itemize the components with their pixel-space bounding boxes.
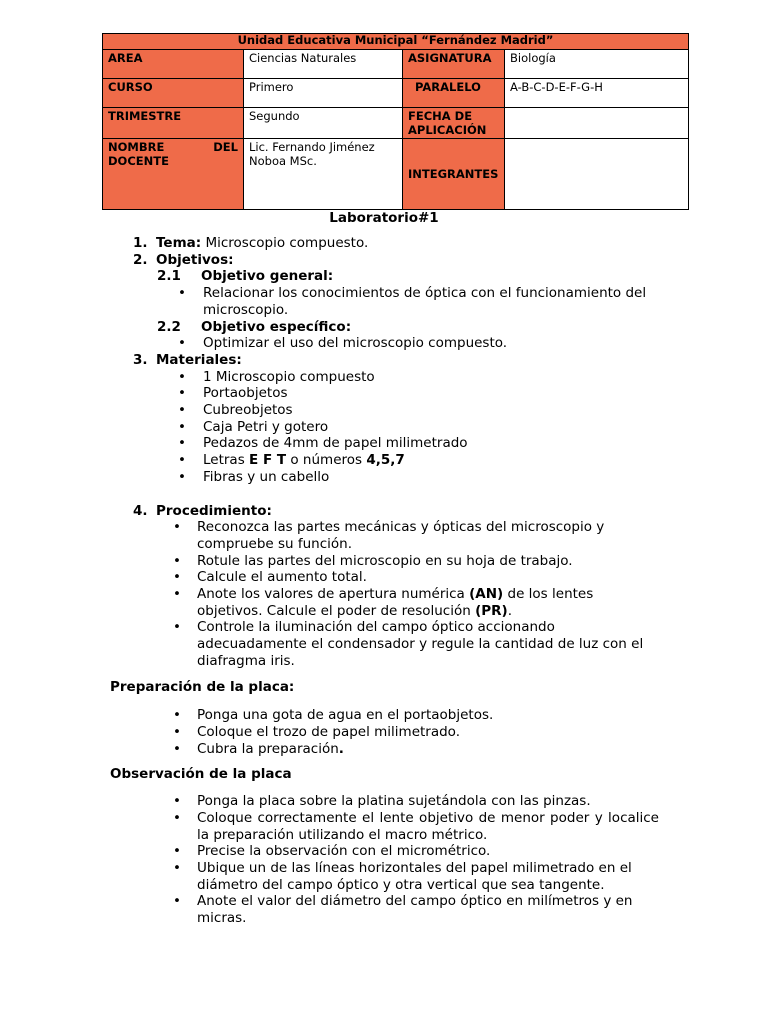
bullet-icon: • bbox=[173, 893, 181, 910]
docente-label bbox=[103, 139, 244, 210]
bullet-icon: • bbox=[173, 619, 181, 636]
procedimiento-number: 4. bbox=[133, 502, 148, 519]
bullet-icon: • bbox=[173, 569, 181, 586]
preparacion-heading: Preparación de la placa: bbox=[110, 678, 295, 695]
material-text: Fibras y un cabello bbox=[203, 468, 330, 485]
preparacion-text: Cubra la preparación bbox=[197, 740, 339, 757]
asignatura-label: ASIGNATURA bbox=[403, 50, 505, 79]
bullet-icon: • bbox=[178, 402, 186, 419]
school-name: Unidad Educativa Municipal “Fernández Madrid” bbox=[103, 34, 689, 50]
material-text: Portaobjetos bbox=[203, 385, 288, 402]
integrantes-label: INTEGRANTES bbox=[403, 139, 505, 210]
docente-label-b: DEL bbox=[213, 140, 238, 154]
objetivo-especifico-heading bbox=[0, 319, 768, 336]
objetivo-especifico-text: Optimizar el uso del microscopio compuesto. bbox=[203, 335, 508, 352]
curso-label: CURSO bbox=[103, 79, 244, 108]
material-text: Cubreobjetos bbox=[203, 402, 293, 419]
list-item bbox=[0, 893, 659, 926]
trimestre-label: TRIMESTRE bbox=[103, 108, 244, 139]
list-item bbox=[0, 435, 653, 452]
observacion-heading: Observación de la placa bbox=[110, 766, 292, 783]
observacion-text: Coloque correctamente el lente objetivo de menor poder y localice la preparación utilizando el macro métrico. bbox=[197, 809, 659, 843]
bullet-icon: • bbox=[173, 859, 181, 876]
fecha-value bbox=[505, 108, 689, 139]
material-text: Caja Petri y gotero bbox=[203, 418, 329, 435]
list-item bbox=[0, 452, 653, 469]
list-item bbox=[0, 619, 659, 669]
list-item bbox=[0, 569, 659, 586]
list-item bbox=[0, 724, 659, 741]
area-label: AREA bbox=[103, 50, 244, 79]
objetivo-general-number: 2.1 bbox=[157, 268, 181, 285]
objetivo-especifico-label: Objetivo específico: bbox=[201, 318, 352, 335]
fecha-label: FECHA DE APLICACIÓN bbox=[403, 108, 505, 139]
anote-an: (AN) bbox=[469, 586, 504, 603]
bullet-icon: • bbox=[173, 552, 181, 569]
list-item bbox=[0, 385, 653, 402]
objetivos-label: Objetivos: bbox=[156, 251, 234, 268]
lab-title: Laboratorio#1 bbox=[329, 210, 439, 226]
bullet-icon: • bbox=[178, 285, 186, 302]
procedimiento-text: Reconozca las partes mecánicas y ópticas del microscopio y compruebe su función. bbox=[197, 519, 605, 552]
objetivo-especifico-item bbox=[0, 335, 653, 352]
anote-t3: . bbox=[507, 602, 513, 619]
procedimiento-text: Rotule las partes del microscopio en su hoja de trabajo. bbox=[197, 552, 573, 569]
objetivos-number: 2. bbox=[133, 251, 148, 268]
bullet-icon: • bbox=[178, 452, 186, 469]
tema-item bbox=[0, 235, 768, 252]
letras-pre: Letras bbox=[203, 452, 250, 469]
objetivo-general-label: Objetivo general: bbox=[201, 268, 334, 285]
objetivos-item bbox=[0, 252, 768, 269]
observacion-text: Ubique un de las líneas horizontales del papel milimetrado en el diámetro del campo óptico y otra vertical que sea tangente. bbox=[197, 859, 632, 893]
procedimiento-label: Procedimiento: bbox=[156, 502, 272, 519]
trimestre-value: Segundo bbox=[244, 108, 403, 139]
bullet-icon: • bbox=[173, 809, 181, 826]
anote-t1: Anote los valores de apertura numérica bbox=[197, 586, 470, 603]
area-value: Ciencias Naturales bbox=[244, 50, 403, 79]
observacion-text: Precise la observación con el micrométrico. bbox=[197, 843, 491, 860]
bullet-icon: • bbox=[173, 793, 181, 810]
observacion-text: Anote el valor del diámetro del campo óptico en milímetros y en micras. bbox=[197, 893, 633, 927]
letras-letters: E F T bbox=[249, 452, 287, 469]
docente-label-c: DOCENTE bbox=[108, 154, 169, 168]
material-text: 1 Microscopio compuesto bbox=[203, 368, 375, 385]
list-item bbox=[0, 519, 659, 552]
document-body bbox=[0, 235, 768, 927]
objetivo-general-heading bbox=[0, 268, 768, 285]
list-item bbox=[0, 469, 653, 486]
tema-number: 1. bbox=[133, 235, 148, 251]
preparacion-text: Coloque el trozo de papel milimetrado. bbox=[197, 723, 460, 740]
docente-label-a: NOMBRE bbox=[108, 140, 165, 154]
list-item bbox=[0, 402, 653, 419]
paralelo-label: PARALELO bbox=[403, 79, 505, 108]
list-item bbox=[0, 741, 659, 758]
list-item bbox=[0, 553, 659, 570]
list-item bbox=[0, 419, 653, 436]
paralelo-value: A-B-C-D-E-F-G-H bbox=[505, 79, 689, 108]
list-item bbox=[0, 860, 659, 893]
materiales-item bbox=[0, 352, 768, 369]
bullet-icon: • bbox=[173, 723, 181, 740]
objetivo-especifico-number: 2.2 bbox=[157, 318, 181, 335]
tema-text: Microscopio compuesto. bbox=[201, 235, 369, 251]
letras-numbers: 4,5,7 bbox=[366, 452, 405, 469]
asignatura-value: Biología bbox=[505, 50, 689, 79]
bullet-icon: • bbox=[178, 335, 186, 352]
bullet-icon: • bbox=[178, 385, 186, 402]
observacion-text: Ponga la placa sobre la platina sujetándola con las pinzas. bbox=[197, 793, 591, 810]
list-item bbox=[0, 793, 659, 810]
docente-value: Lic. Fernando Jiménez Noboa MSc. bbox=[244, 139, 403, 210]
bullet-icon: • bbox=[178, 418, 186, 435]
tema-label: Tema: bbox=[156, 235, 202, 251]
materiales-number: 3. bbox=[133, 351, 148, 368]
list-item bbox=[0, 586, 659, 619]
anote-t2: de los lentes objetivos. Calcule el poder de resolución bbox=[197, 586, 594, 619]
list-item bbox=[0, 810, 659, 843]
bullet-icon: • bbox=[178, 468, 186, 485]
letras-mid: o números bbox=[286, 452, 367, 469]
list-item bbox=[0, 707, 659, 724]
bullet-icon: • bbox=[173, 740, 181, 757]
procedimiento-text: Calcule el aumento total. bbox=[197, 569, 367, 586]
bullet-icon: • bbox=[173, 519, 181, 536]
preparacion-text: Ponga una gota de agua en el portaobjetos. bbox=[197, 707, 494, 724]
objetivo-general-text: Relacionar los conocimientos de óptica con el funcionamiento del microscopio. bbox=[203, 285, 647, 318]
bullet-icon: • bbox=[173, 707, 181, 724]
list-item bbox=[0, 369, 653, 386]
preparacion-end: . bbox=[338, 740, 344, 757]
header-table bbox=[102, 33, 689, 210]
materiales-label: Materiales: bbox=[156, 351, 242, 368]
procedimiento-item bbox=[0, 503, 768, 520]
list-item bbox=[0, 843, 659, 860]
bullet-icon: • bbox=[178, 368, 186, 385]
material-text: Pedazos de 4mm de papel milimetrado bbox=[203, 435, 468, 452]
bullet-icon: • bbox=[173, 843, 181, 860]
objetivo-general-item bbox=[0, 285, 653, 318]
procedimiento-text: Controle la iluminación del campo óptico accionando adecuadamente el condensador y regule la cantidad de luz con el diafragma iris. bbox=[197, 619, 644, 669]
bullet-icon: • bbox=[173, 586, 181, 603]
anote-pr: (PR) bbox=[475, 602, 508, 619]
integrantes-value bbox=[505, 139, 689, 210]
curso-value: Primero bbox=[244, 79, 403, 108]
bullet-icon: • bbox=[178, 435, 186, 452]
